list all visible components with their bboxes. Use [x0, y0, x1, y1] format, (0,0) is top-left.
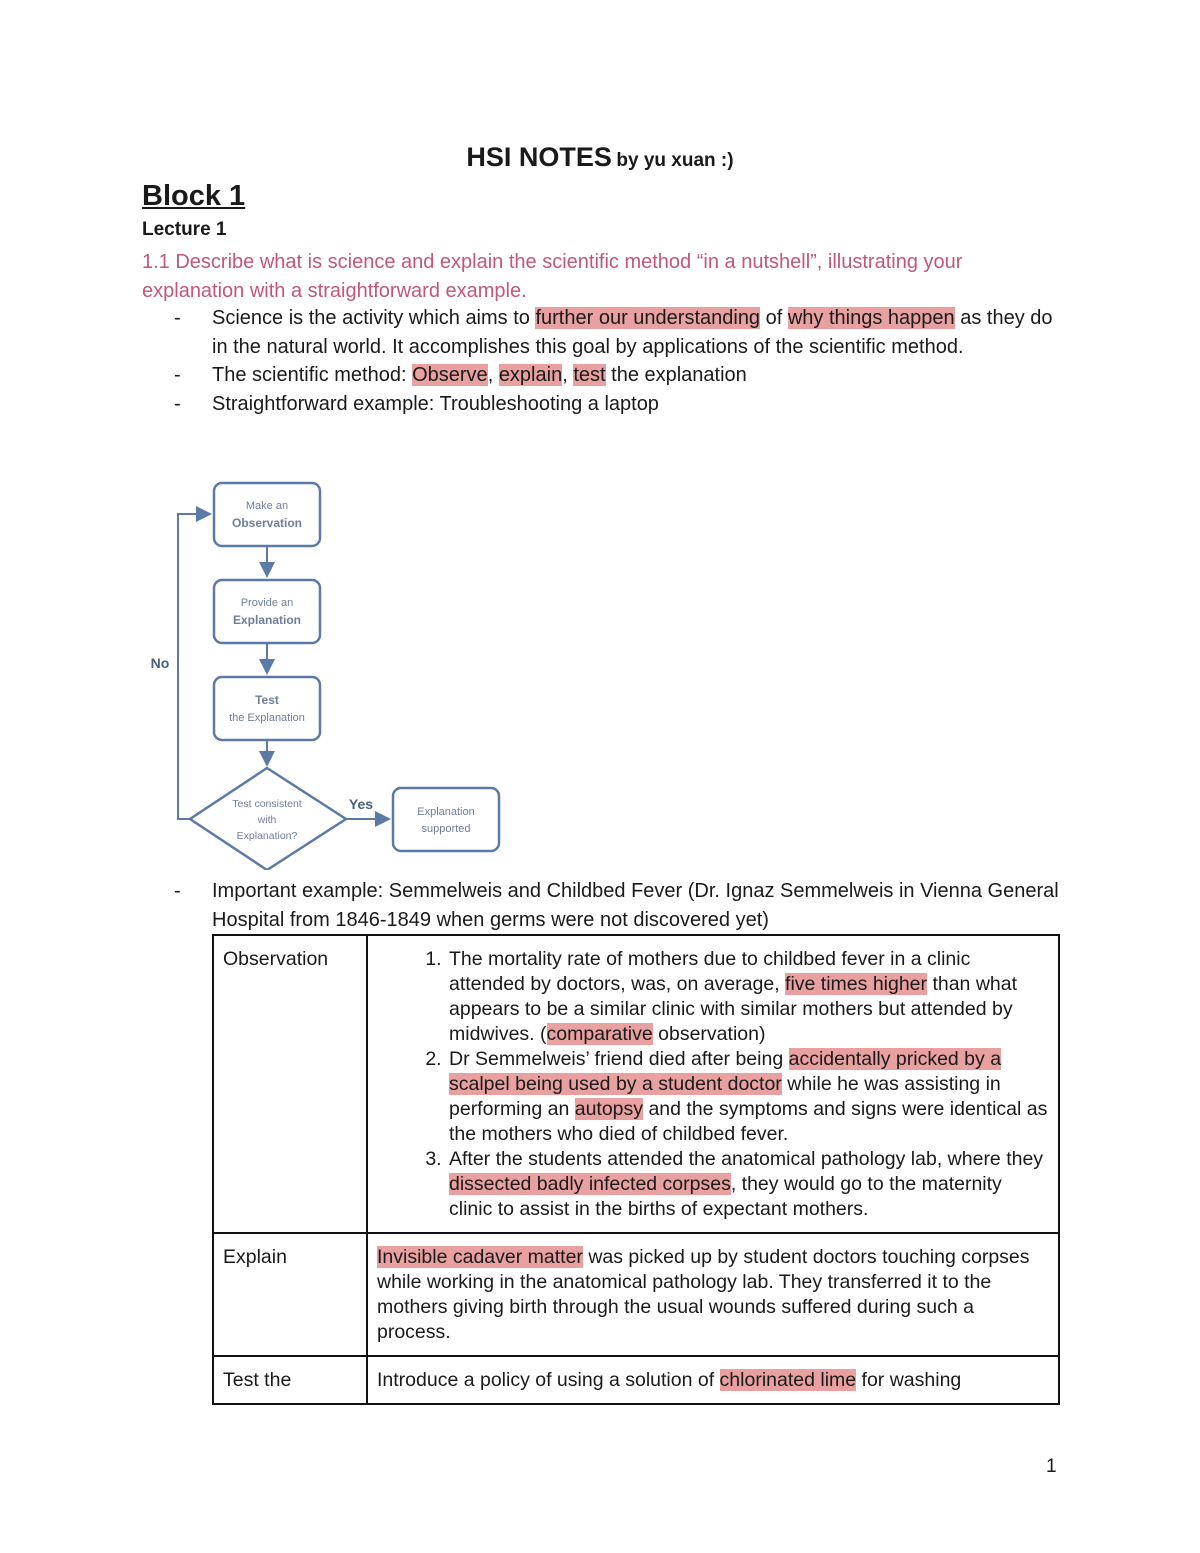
flow-decision-line1: Test consistent: [232, 798, 302, 810]
flow-node-explanation-line1: Provide an: [240, 597, 294, 609]
observation-list: [377, 947, 1050, 1222]
highlight: autopsy: [574, 1098, 644, 1120]
flow-node-explanation: [214, 580, 320, 643]
flow-node-observation-line2: Observation: [231, 516, 303, 530]
highlight: chlorinated lime: [719, 1369, 857, 1391]
highlight: test: [573, 364, 606, 386]
row-label-test: Test the: [213, 1356, 367, 1404]
list-item: 3. After the students attended the anatomical pathology lab, where they dissected badly infected corpses, they would go to the maternity clinic to assist in the births of expectant mothers.: [447, 1147, 1050, 1222]
flow-node-explanation-line2: Explanation: [232, 613, 302, 627]
bullet-item: - The scientific method: Observe, explain, test the explanation: [174, 364, 747, 386]
highlight: comparative: [546, 1023, 653, 1045]
flow-decision-line3: Explanation?: [236, 830, 298, 842]
title-main: HSI NOTES: [466, 142, 612, 172]
flow-node-supported-line2: supported: [421, 823, 471, 835]
flow-decision-line2: with: [257, 814, 277, 826]
bullet-item: - Straightforward example: Troubleshooting a laptop: [174, 392, 659, 415]
flow-node-test-line2: the Explanation: [229, 712, 305, 724]
row-label-observation: Observation: [213, 935, 367, 1233]
list-item: 2. Dr Semmelweis’ friend died after being accidentally pricked by a scalpel being used by a student doctor while he was assisting in performing an autopsy and the symptoms and signs were identical as the mothers who died of childbed fever.: [447, 1047, 1050, 1147]
highlight: Invisible cadaver matter: [377, 1246, 583, 1268]
observation-cell: [367, 935, 1059, 1233]
question-text: 1.1 Describe what is science and explain the scientific method “in a nutshell”, illustrating your explanation with a straightforward example.: [142, 251, 963, 302]
page-number: 1: [1046, 1456, 1057, 1477]
bullet-item-important-example: - Important example: Semmelweis and Childbed Fever (Dr. Ignaz Semmelweis in Vienna General Hospital from 1846-1849 when germs were not discovered yet): [174, 880, 1059, 931]
flow-label-yes: Yes: [348, 796, 374, 812]
highlight: Observe: [412, 364, 488, 386]
flow-node-observation: [214, 483, 320, 546]
table-row: [213, 1356, 1059, 1404]
table-row: [213, 935, 1059, 1233]
title-byline: by yu xuan :): [616, 150, 734, 171]
highlight: explain: [498, 364, 563, 386]
flow-node-test-line1: Test: [255, 693, 279, 707]
list-item: 1. The mortality rate of mothers due to childbed fever in a clinic attended by doctors, was, on average, five times higher than what appears to be a similar clinic with similar mothers but attended by midwives. (comparative observation): [447, 947, 1050, 1047]
semmelweis-table: [212, 934, 1060, 1405]
highlight: further our understanding: [535, 307, 761, 329]
flow-node-observation-line1: Make an: [245, 500, 289, 512]
row-label-explain: Explain: [213, 1233, 367, 1356]
flow-node-test: [214, 677, 320, 740]
flow-node-supported-line1: Explanation: [417, 806, 475, 818]
scientific-method-flowchart: [140, 470, 520, 870]
explain-cell: Invisible cadaver matter was picked up by student doctors touching corpses while working in the anatomical pathology lab. They transferred it to the mothers giving birth through the usual wounds suffered during such a process.: [367, 1233, 1059, 1356]
flow-arrow-no: [178, 514, 210, 819]
block-heading: Block 1: [142, 180, 246, 212]
bullet-list: [142, 304, 1062, 418]
highlight: accidentally pricked by a scalpel being used by a student doctor: [449, 1048, 1002, 1095]
page-title: [0, 142, 1200, 173]
test-cell: Introduce a policy of using a solution of chlorinated lime for washing: [367, 1356, 1059, 1404]
highlight: five times higher: [785, 973, 928, 995]
bullet-item: - Science is the activity which aims to further our understanding of why things happen as they do in the natural world. It accomplishes this goal by applications of the scientific method.: [174, 307, 1053, 358]
flow-label-no: No: [150, 655, 170, 671]
highlight: why things happen: [787, 307, 955, 329]
highlight: dissected badly infected corpses: [449, 1173, 731, 1195]
lecture-heading: Lecture 1: [142, 219, 227, 240]
flow-node-supported: [393, 788, 499, 851]
table-row: [213, 1233, 1059, 1356]
